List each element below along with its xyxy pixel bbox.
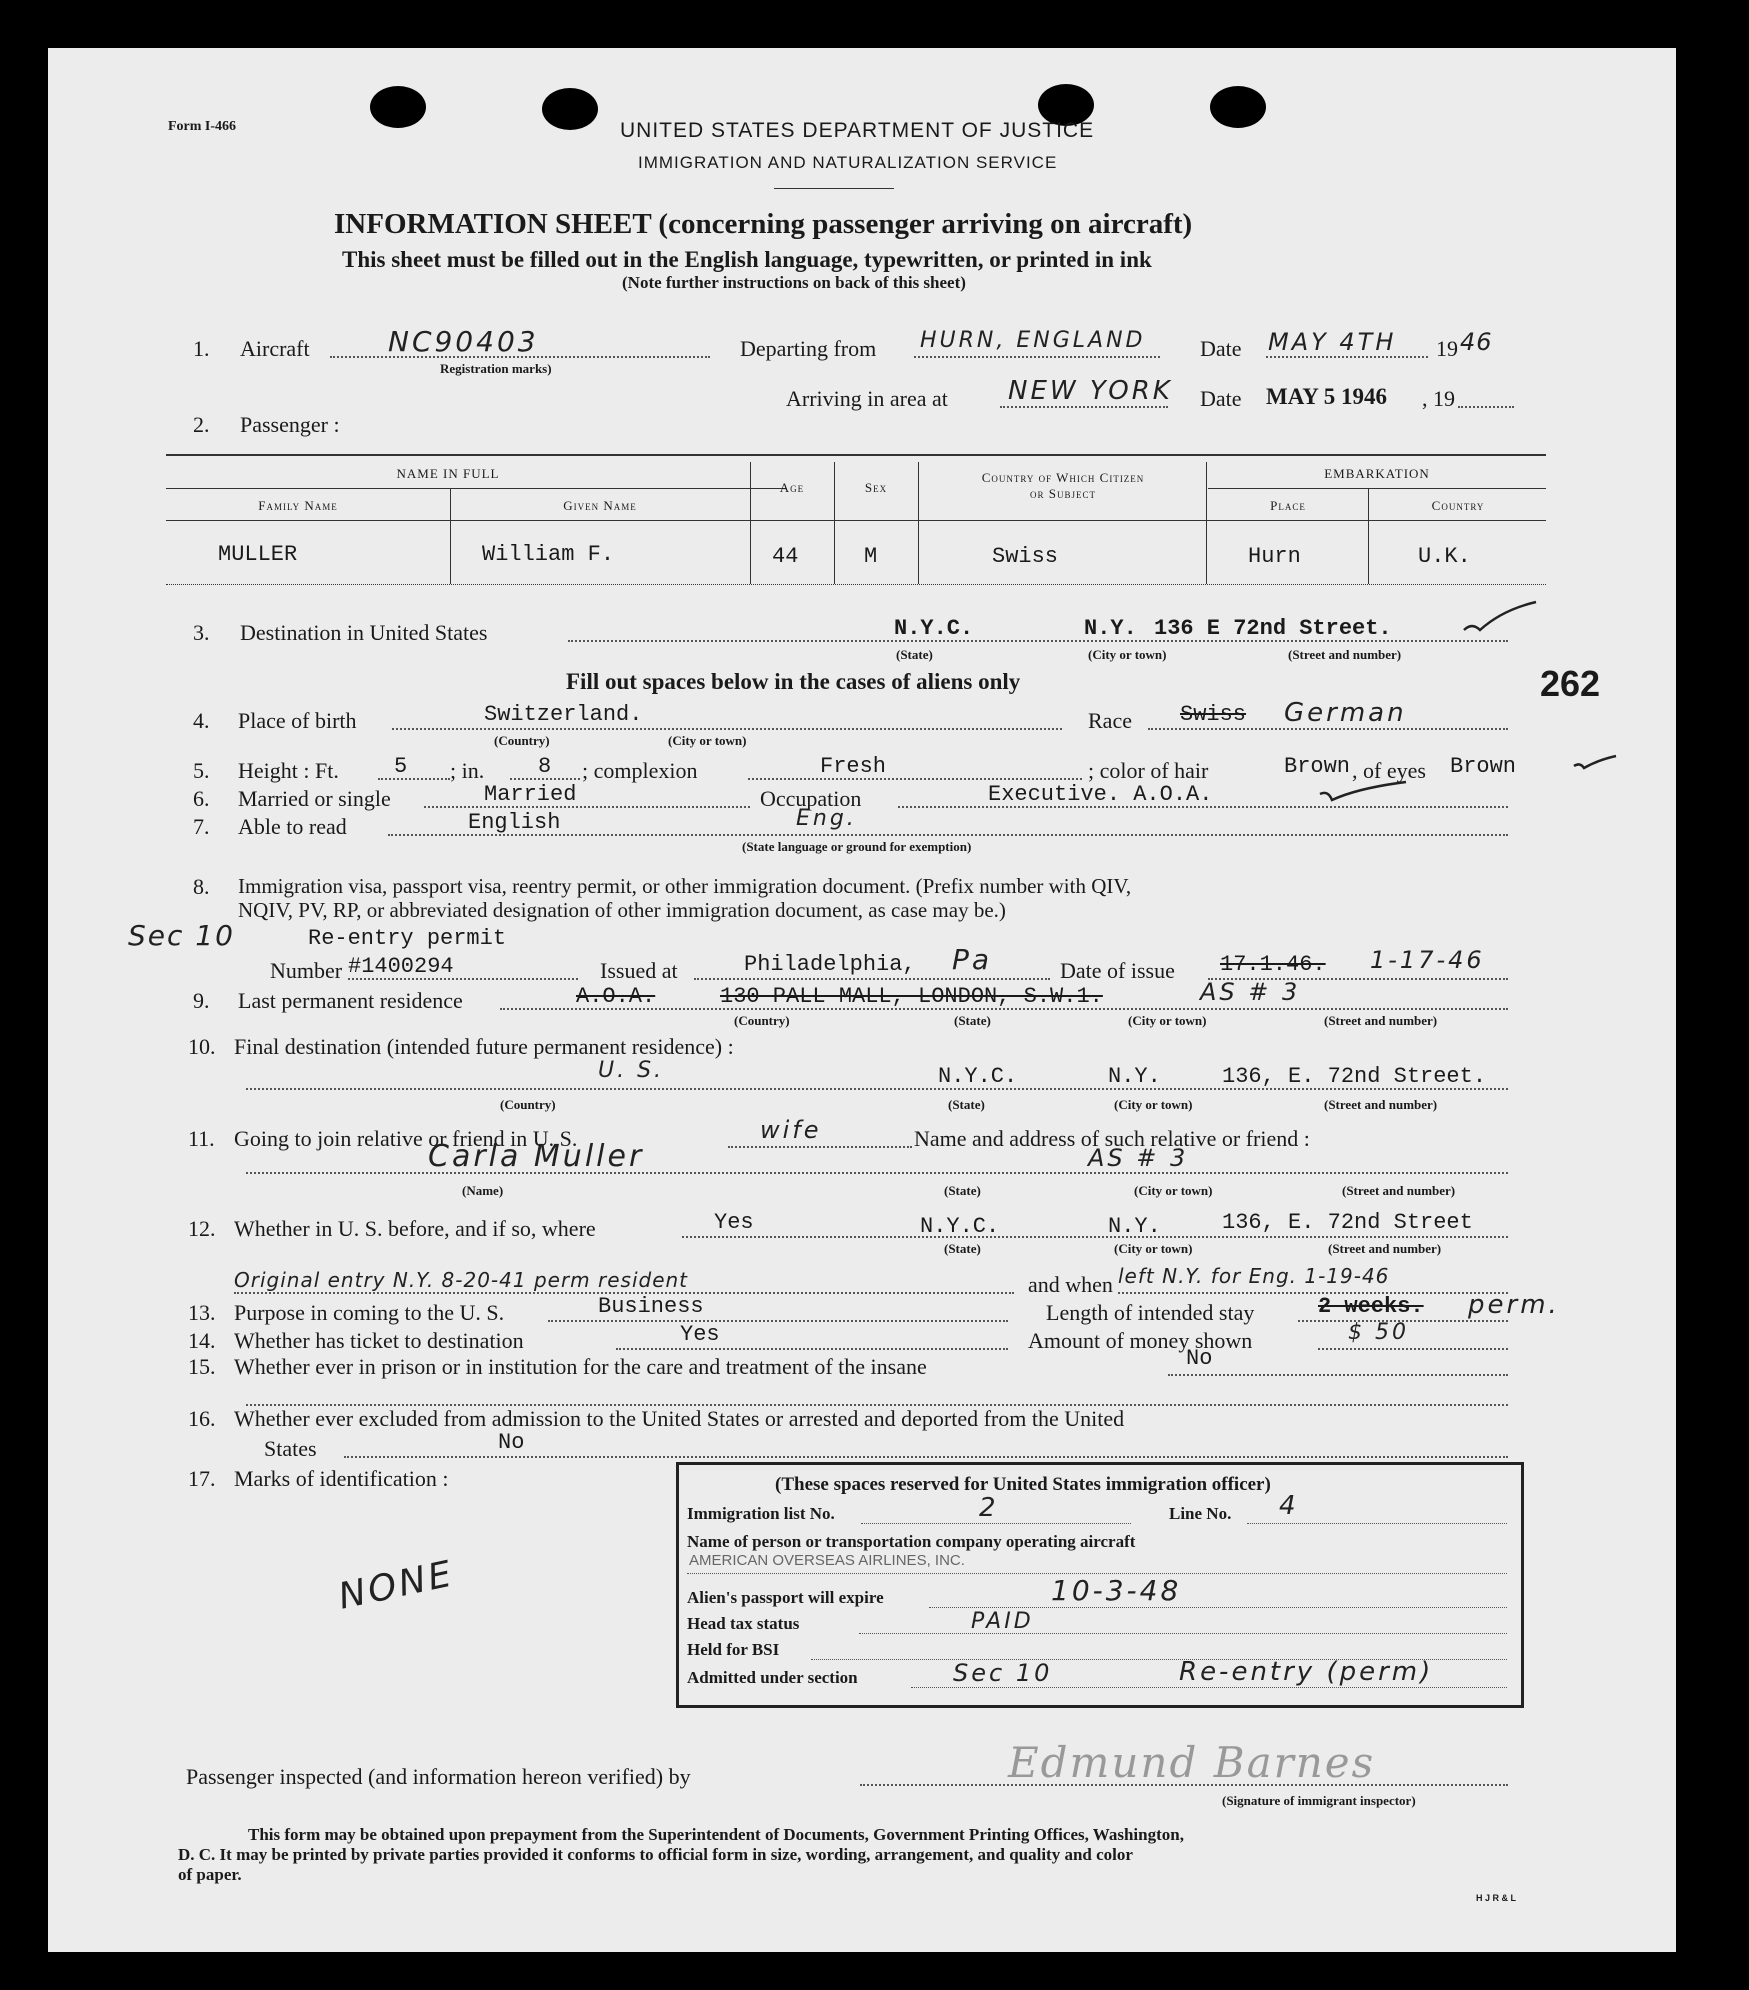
street-caption: (Street and number) bbox=[1328, 1241, 1442, 1256]
passenger-label: Passenger : bbox=[240, 412, 340, 437]
header-country-citizen: Country of Which Citizen bbox=[981, 470, 1145, 485]
final-country-hand: U. S. bbox=[598, 1058, 665, 1083]
document-type: Re-entry permit bbox=[308, 926, 507, 951]
headtax-value: PAID bbox=[971, 1609, 1034, 1634]
ticket-label: Whether has ticket to destination bbox=[234, 1328, 524, 1353]
city-caption: (City or town) bbox=[668, 733, 747, 748]
city-caption: (City or town) bbox=[1128, 1013, 1207, 1028]
line-value: 4 bbox=[1279, 1491, 1299, 1521]
item-number: 16. bbox=[188, 1406, 216, 1431]
state-caption: (State) bbox=[948, 1097, 985, 1112]
height-feet: 5 bbox=[394, 754, 408, 779]
document-sheet bbox=[48, 48, 1676, 1952]
printer-code: H J R & L bbox=[1476, 1893, 1517, 1903]
country-caption: (Country) bbox=[734, 1013, 790, 1028]
occupation-value: Executive. A.O.A. bbox=[988, 782, 1213, 807]
list-label: Immigration list No. bbox=[687, 1504, 835, 1523]
previous-street: 136, E. 72nd Street bbox=[1222, 1210, 1473, 1235]
officer-box-title: (These spaces reserved for United States immigration officer) bbox=[775, 1474, 1271, 1495]
final-destination-label: Final destination (intended future permanent residence) : bbox=[234, 1034, 734, 1059]
inspector-signature: Edmund Barnes bbox=[1008, 1738, 1376, 1787]
header-name-in-full: NAME IN FULL bbox=[396, 466, 500, 481]
read-label: Able to read bbox=[238, 814, 347, 839]
previous-us-label: Whether in U. S. before, and if so, where bbox=[234, 1216, 596, 1241]
money-label: Amount of money shown bbox=[1028, 1328, 1253, 1353]
read-hand: Eng. bbox=[796, 806, 857, 831]
item-number: 2. bbox=[193, 412, 210, 437]
date-label: Date bbox=[1200, 336, 1242, 361]
original-entry-hand: Original entry N.Y. 8-20-41 perm resident bbox=[234, 1268, 689, 1292]
line-label: Line No. bbox=[1169, 1504, 1232, 1523]
headtax-label: Head tax status bbox=[687, 1614, 800, 1633]
header-rule bbox=[774, 188, 894, 189]
residence-address-struck: 130 PALL MALL, LONDON, S.W.1. bbox=[720, 984, 1103, 1009]
departing-value: HURN, ENGLAND bbox=[920, 328, 1146, 353]
when-hand: left N.Y. for Eng. 1-19-46 bbox=[1118, 1264, 1390, 1288]
city-caption: (City or town) bbox=[1114, 1241, 1193, 1256]
destination-city: N.Y. bbox=[1084, 616, 1137, 641]
residence-country-struck: A.O.A. bbox=[576, 984, 656, 1009]
occupation-label: Occupation bbox=[760, 786, 862, 811]
registration-caption: Registration marks) bbox=[440, 361, 552, 376]
document-line2: NQIV, PV, RP, or abbreviated designation of other immigration document, as case may be.) bbox=[238, 898, 1006, 922]
punch-hole bbox=[370, 86, 426, 128]
prison-label: Whether ever in prison or in institution for the care and treatment of the insane bbox=[234, 1354, 927, 1379]
aircraft-value: NC90403 bbox=[388, 325, 539, 358]
hair-value: Brown bbox=[1284, 754, 1351, 779]
list-value: 2 bbox=[979, 1493, 999, 1523]
birth-country: Switzerland. bbox=[484, 702, 643, 727]
check-mark-icon bbox=[1318, 778, 1408, 804]
header-country-subject: or Subject bbox=[1030, 486, 1096, 501]
company-label: Name of person or transportation company operating aircraft bbox=[687, 1532, 1136, 1551]
footer-line3: of paper. bbox=[178, 1865, 242, 1884]
issued-at: Philadelphia, bbox=[744, 952, 916, 977]
item-number: 5. bbox=[193, 758, 210, 783]
state-caption: (State) bbox=[896, 647, 933, 662]
header-age: Age bbox=[779, 480, 805, 495]
age-cell: 44 bbox=[772, 544, 799, 569]
footer-line1: This form may be obtained upon prepayment from the Superintendent of Documents, Government Printing Offices, Washington, bbox=[248, 1825, 1184, 1844]
punch-hole bbox=[542, 88, 598, 130]
item-number: 8. bbox=[193, 874, 210, 899]
prison-value: No bbox=[1186, 1346, 1213, 1371]
aliens-heading: Fill out spaces below in the cases of aliens only bbox=[566, 669, 1021, 694]
birthplace-label: Place of birth bbox=[238, 708, 357, 733]
read-caption: (State language or ground for exemption) bbox=[742, 839, 972, 854]
form-title: INFORMATION SHEET (concerning passenger arriving on aircraft) bbox=[334, 208, 1193, 240]
marital-value: Married bbox=[484, 782, 577, 807]
street-caption: (Street and number) bbox=[1342, 1183, 1456, 1198]
arriving-value: NEW YORK bbox=[1008, 376, 1173, 406]
final-state: N.Y.C. bbox=[938, 1064, 1018, 1089]
family-name-cell: MULLER bbox=[218, 542, 298, 567]
previous-answer: Yes bbox=[714, 1210, 754, 1235]
document-number: #1400294 bbox=[348, 954, 454, 979]
street-caption: (Street and number) bbox=[1324, 1097, 1438, 1112]
city-caption: (City or town) bbox=[1134, 1183, 1213, 1198]
aircraft-label: Aircraft bbox=[240, 336, 310, 361]
state-caption: (State) bbox=[944, 1183, 981, 1198]
destination-state: N.Y.C. bbox=[894, 616, 974, 641]
name-caption: (Name) bbox=[462, 1183, 504, 1198]
money-hand: $ 50 bbox=[1348, 1320, 1409, 1345]
race-value: German bbox=[1284, 698, 1407, 728]
item-number: 9. bbox=[193, 988, 210, 1013]
date2-label: Date bbox=[1200, 386, 1242, 411]
item-number: 4. bbox=[193, 708, 210, 733]
race-label: Race bbox=[1088, 708, 1132, 733]
residence-hand: AS # 3 bbox=[1200, 978, 1301, 1006]
item-number: 7. bbox=[193, 814, 210, 839]
place-cell: Hurn bbox=[1248, 544, 1301, 569]
friend-name-hand: Carla Muller bbox=[428, 1139, 645, 1174]
item-number: 15. bbox=[188, 1354, 216, 1379]
header-given-name: Given Name bbox=[563, 498, 637, 513]
service-heading: IMMIGRATION AND NATURALIZATION SERVICE bbox=[638, 153, 1058, 172]
country-caption: (Country) bbox=[494, 733, 550, 748]
destination-label: Destination in United States bbox=[240, 620, 488, 645]
header-embarkation: EMBARKATION bbox=[1324, 466, 1430, 481]
read-value: English bbox=[468, 810, 561, 835]
passport-value: 10-3-48 bbox=[1051, 1574, 1182, 1607]
eyes-value: Brown bbox=[1450, 754, 1517, 779]
final-city: N.Y. bbox=[1108, 1064, 1161, 1089]
form-instruction: This sheet must be filled out in the English language, typewritten, or printed in ink bbox=[342, 247, 1152, 272]
name-address-label: Name and address of such relative or friend : bbox=[914, 1126, 1310, 1151]
year-printed: 19 bbox=[1436, 336, 1458, 361]
number-label: Number bbox=[270, 958, 343, 983]
street-caption: (Street and number) bbox=[1288, 647, 1402, 662]
state-caption: (State) bbox=[954, 1013, 991, 1028]
item-number: 6. bbox=[193, 786, 210, 811]
stay-hand: perm. bbox=[1468, 1290, 1560, 1320]
issued-hand: Pa bbox=[952, 943, 993, 976]
item-number: 1. bbox=[193, 336, 210, 361]
stay-label: Length of intended stay bbox=[1046, 1300, 1255, 1325]
when-label: and when bbox=[1028, 1272, 1113, 1297]
year-hand: 46 bbox=[1460, 328, 1493, 356]
destination-street: 136 E 72nd Street. bbox=[1154, 616, 1392, 641]
complexion-value: Fresh bbox=[820, 754, 887, 779]
item-number: 12. bbox=[188, 1216, 216, 1241]
join-label: Going to join relative or friend in U. S. bbox=[234, 1126, 578, 1151]
country-caption: (Country) bbox=[500, 1097, 556, 1112]
excluded-value: No bbox=[498, 1430, 525, 1455]
header-place: Place bbox=[1270, 498, 1306, 513]
complexion-label: ; complexion bbox=[582, 758, 698, 783]
document-line1: Immigration visa, passport visa, reentry permit, or other immigration document. (Prefix number with QIV, bbox=[238, 874, 1132, 898]
given-name-cell: William F. bbox=[482, 542, 615, 567]
check-mark-icon bbox=[1572, 752, 1618, 772]
arriving-label: Arriving in area at bbox=[786, 386, 948, 411]
section-note: Re-entry (perm) bbox=[1179, 1657, 1434, 1687]
stay-struck: 2 weeks. bbox=[1318, 1294, 1424, 1319]
departure-date: MAY 4TH bbox=[1268, 328, 1397, 356]
relation-hand: wife bbox=[760, 1116, 822, 1144]
item-number: 14. bbox=[188, 1328, 216, 1353]
residence-label: Last permanent residence bbox=[238, 988, 463, 1013]
header-family-name: Family Name bbox=[258, 498, 338, 513]
punch-hole bbox=[1210, 86, 1266, 128]
item-number: 3. bbox=[193, 620, 210, 645]
eyes-label: , of eyes bbox=[1352, 758, 1426, 783]
item-number: 11. bbox=[188, 1126, 215, 1151]
form-note: (Note further instructions on back of this sheet) bbox=[622, 273, 966, 292]
section-label: Admitted under section bbox=[687, 1668, 858, 1687]
signature-caption: (Signature of immigrant inspector) bbox=[1222, 1793, 1416, 1808]
identification-label: Marks of identification : bbox=[234, 1466, 449, 1491]
city-caption: (City or town) bbox=[1114, 1097, 1193, 1112]
form-number: Form I-466 bbox=[168, 119, 237, 134]
section-value: Sec 10 bbox=[953, 1659, 1053, 1687]
officer-box bbox=[676, 1462, 1524, 1708]
previous-state: N.Y.C. bbox=[920, 1214, 1000, 1239]
issue-date-struck: 17.1.46. bbox=[1220, 952, 1326, 977]
item-number: 13. bbox=[188, 1300, 216, 1325]
street-caption: (Street and number) bbox=[1324, 1013, 1438, 1028]
item-number: 17. bbox=[188, 1466, 216, 1491]
excluded-line1: Whether ever excluded from admission to the United States or arrested and deported from the United bbox=[234, 1406, 1125, 1431]
company-value: AMERICAN OVERSEAS AIRLINES, INC. bbox=[689, 1552, 965, 1569]
city-caption: (City or town) bbox=[1088, 647, 1167, 662]
emb-country-cell: U.K. bbox=[1418, 544, 1471, 569]
issued-label: Issued at bbox=[600, 958, 678, 983]
hair-label: ; color of hair bbox=[1088, 758, 1209, 783]
race-struck: Swiss bbox=[1180, 702, 1247, 727]
inspection-label: Passenger inspected (and information hereon verified) by bbox=[186, 1764, 691, 1789]
check-mark-icon bbox=[1462, 600, 1538, 636]
arrival-year-suffix: , 19 bbox=[1422, 386, 1455, 411]
page-number: 262 bbox=[1540, 663, 1601, 704]
footer-line2: D. C. It may be printed by private parties provided it conforms to official form in size, wording, arrangement, and quality and color bbox=[178, 1845, 1133, 1864]
purpose-label: Purpose in coming to the U. S. bbox=[234, 1300, 505, 1325]
passport-label: Alien's passport will expire bbox=[687, 1588, 884, 1607]
item-number: 10. bbox=[188, 1034, 216, 1059]
height-label: Height : Ft. bbox=[238, 758, 339, 783]
country-cell: Swiss bbox=[992, 544, 1059, 569]
arrival-date: MAY 5 1946 bbox=[1266, 384, 1387, 409]
header-emb-country: Country bbox=[1431, 498, 1485, 513]
inches-label: ; in. bbox=[450, 758, 485, 783]
final-street: 136, E. 72nd Street. bbox=[1222, 1064, 1487, 1089]
issue-date-hand: 1-17-46 bbox=[1370, 946, 1485, 974]
state-caption: (State) bbox=[944, 1241, 981, 1256]
identification-hand: NONE bbox=[334, 1553, 458, 1618]
marital-label: Married or single bbox=[238, 786, 391, 811]
height-inches: 8 bbox=[538, 754, 552, 779]
bsi-label: Held for BSI bbox=[687, 1640, 780, 1659]
purpose-value: Business bbox=[598, 1294, 704, 1319]
friend-street-hand: AS # 3 bbox=[1088, 1144, 1189, 1172]
header-sex: Sex bbox=[864, 480, 888, 495]
ticket-value: Yes bbox=[680, 1322, 720, 1347]
sex-cell: M bbox=[864, 544, 878, 569]
departing-label: Departing from bbox=[740, 336, 877, 361]
issue-date-label: Date of issue bbox=[1060, 958, 1175, 983]
margin-note: Sec 10 bbox=[128, 919, 235, 952]
excluded-line2: States bbox=[264, 1436, 317, 1461]
department-heading: UNITED STATES DEPARTMENT OF JUSTICE bbox=[620, 119, 1095, 142]
previous-city: N.Y. bbox=[1108, 1214, 1161, 1239]
